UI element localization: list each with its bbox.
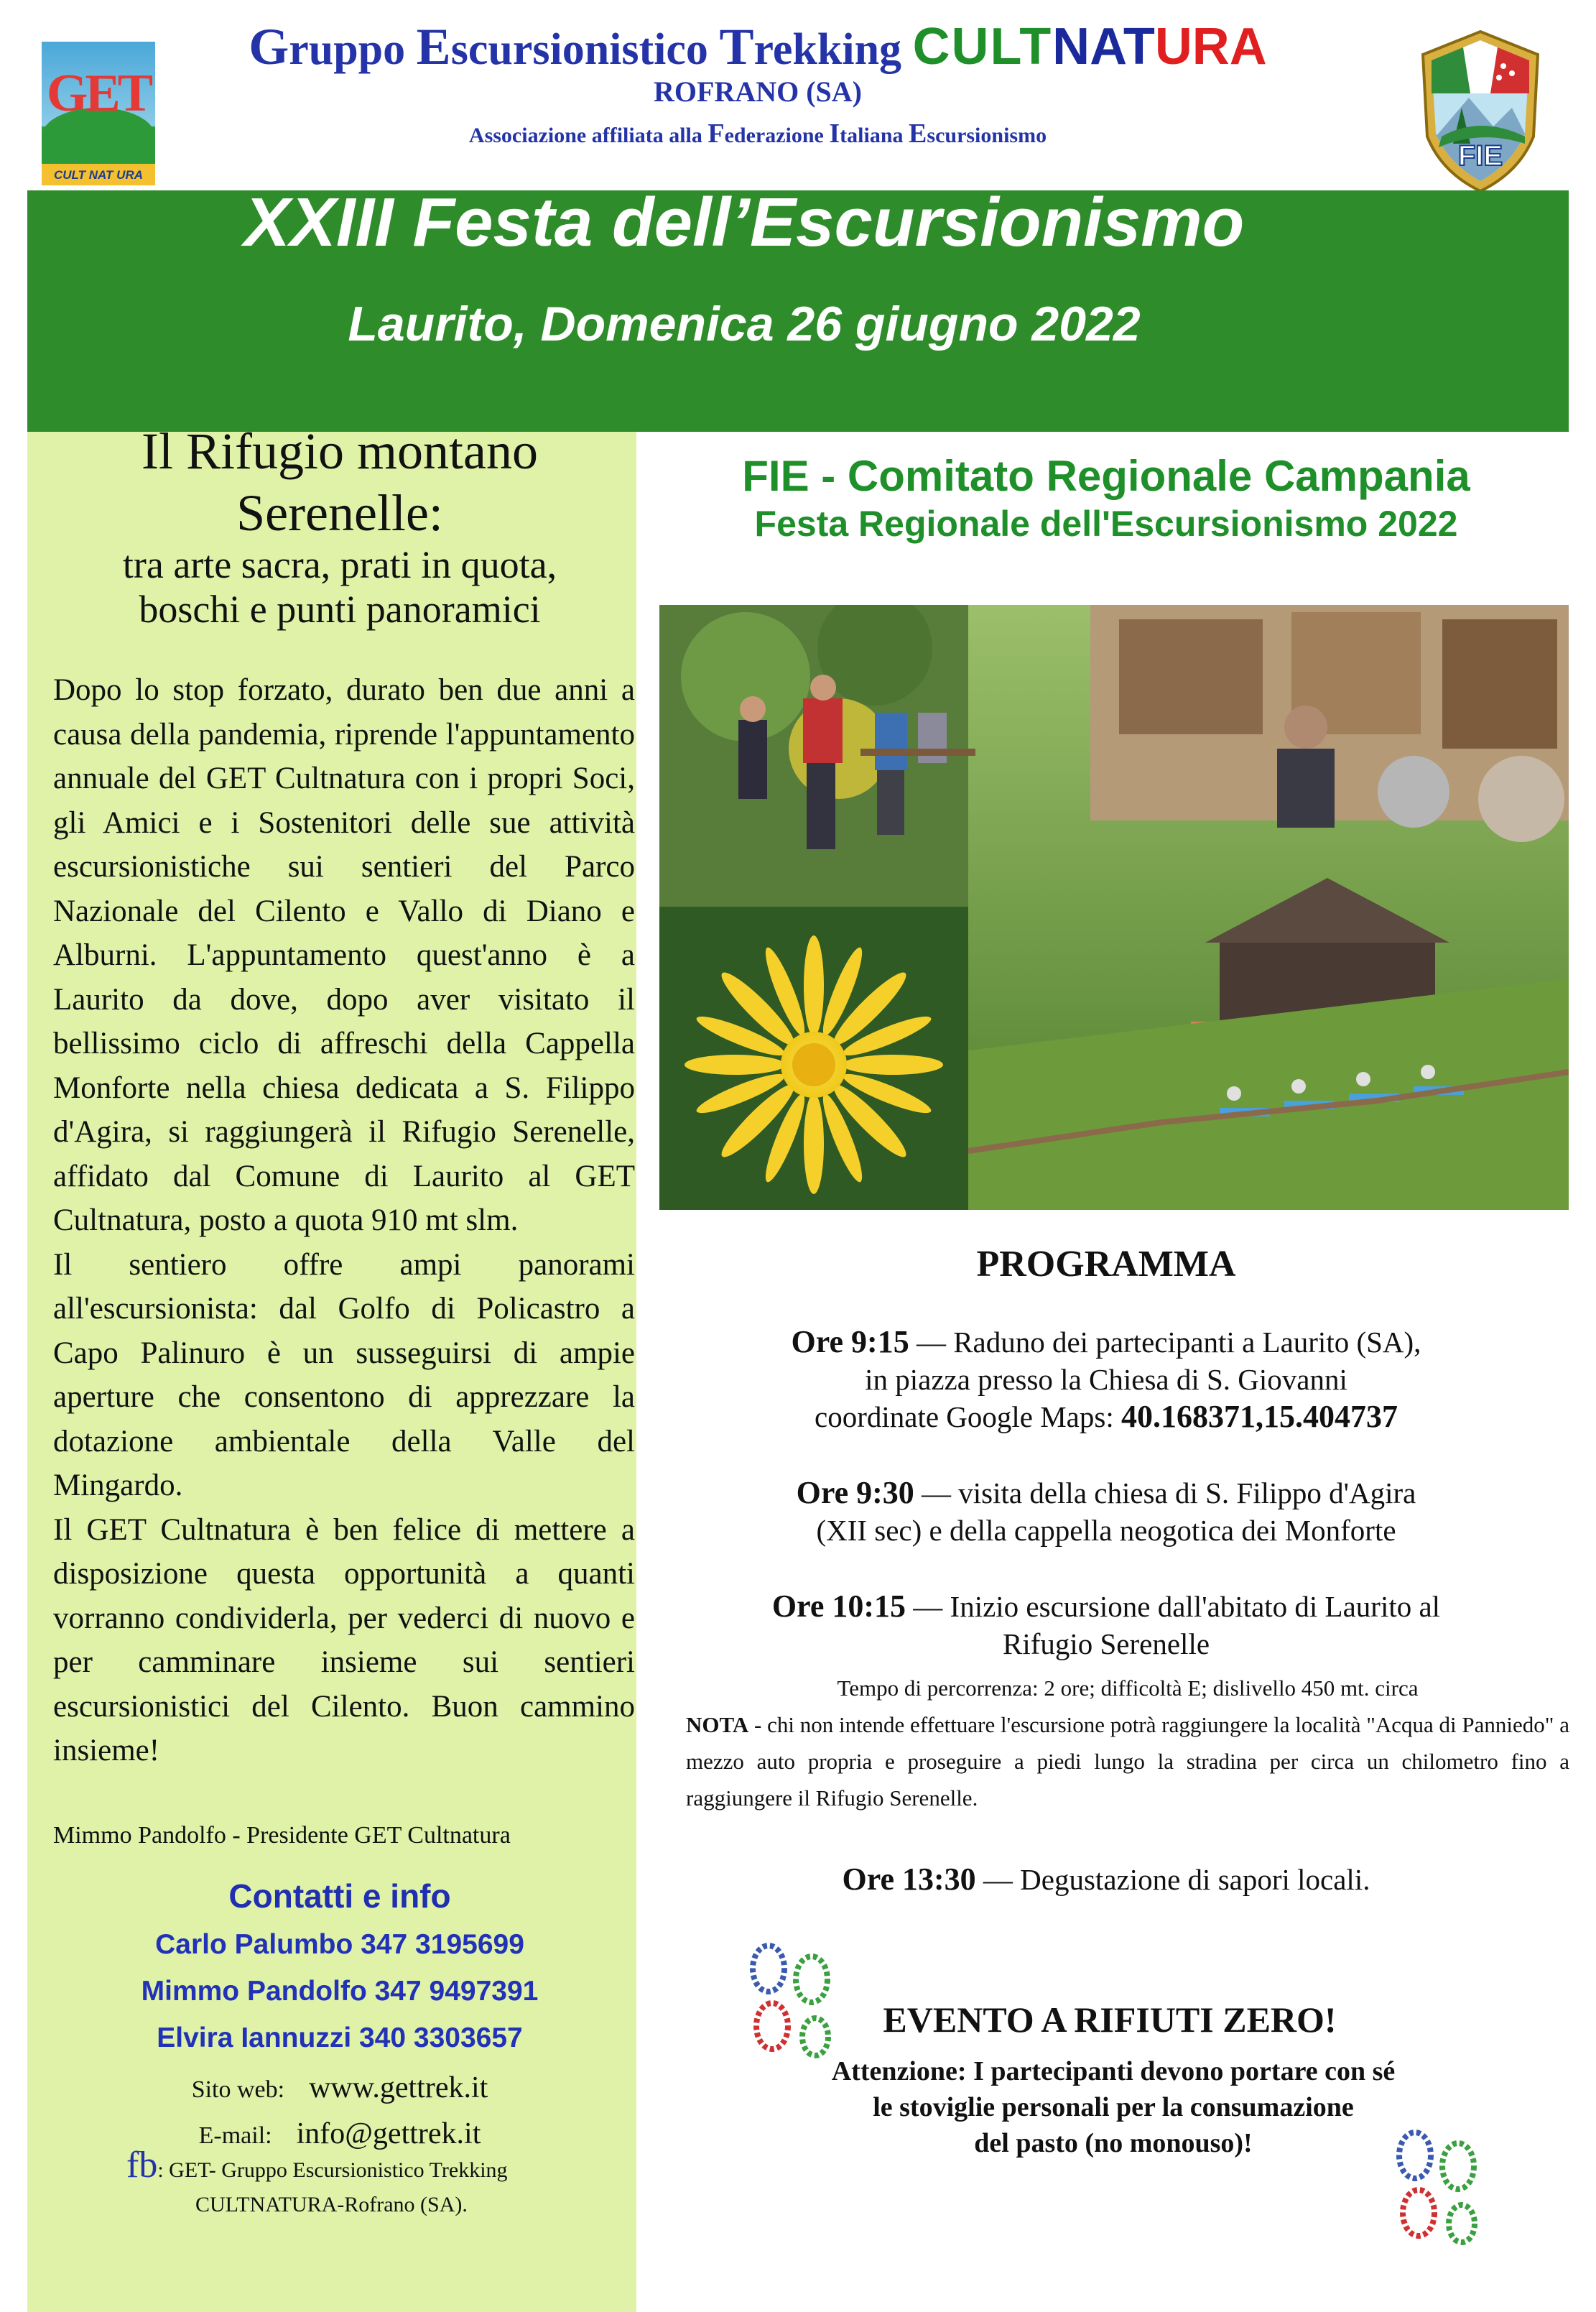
brand-cult: CULT [912,18,1053,75]
gps-coordinates: 40.168371,15.404737 [1121,1399,1398,1434]
website-line [27,2071,652,2105]
fie-logo [1419,29,1542,194]
fie-logo-text: FIE [1457,140,1503,172]
evento-title: EVENTO A RIFIUTI ZERO! [883,1999,1337,2040]
article-paragraph: Dopo lo stop forzato, durato ben due anni a causa della pandemia, riprende l'appuntamento annuale del GET Cultnatura con i propri Soci, gli Amici e i Sostenitori delle sue attività escursionistiche sui sentieri del Parco Nazionale del Cilento e Vallo di Diano e Alburni. L'appuntamento quest'anno è a Laurito da dove, dopo aver visitato il bellissimo ciclo di affreschi della Cappella Monforte nella chiesa dedicata a S. Filippo d'Agira, si raggiungerà il Rifugio Serenelle, affidato dal Comune di Laurito al GET Cultnatura, posto a quota 910 mt slm. [53,673,635,1237]
facebook-text-1: : GET- Gruppo Escursionistico Trekking [157,2158,508,2182]
programma-item-3-note: Tempo di percorrenza: 2 ore; difficoltà E; dislivello 450 mt. circa NOTA - chi non intende effettuare l'escursione potrà raggiungere la località "Acqua di Panniedo" a mezzo auto propria e proseguire a piedi lungo la stradina per circa un chilometro fino a raggiungere il Rifugio Serenelle. [686,1675,1569,1811]
email-label: E-mail: [198,2122,272,2149]
programma-time: Ore 9:30 [796,1475,914,1510]
programma-time: Ore 10:15 [771,1589,906,1624]
facebook-line [126,2145,658,2222]
article-paragraph: Il GET Cultnatura è ben felice di mettere a disposizione questa opportunità a quanti vorranno condividerla, per vederci di nuovo e per camminare insieme sui sentieri escursionistici del Cilento. Buon cammino insieme! [53,1512,635,1767]
article-body [53,668,635,1773]
programma-title: PROGRAMMA [976,1244,1236,1285]
get-logo-text: GET [46,64,151,123]
get-logo-sub: CULT NAT URA [53,168,143,182]
contact-person: Mimmo Pandolfo 347 9497391 [141,1976,539,2007]
programma-item-2: Ore 9:30 — visita della chiesa di S. Filippo d'Agira (XII sec) e della cappella neogotica dei Monforte [796,1475,1416,1547]
event-date: Laurito, Domenica 26 giugno 2022 [348,297,1141,351]
evento-text: Attenzione: I partecipanti devono portare con sé le stoviglie personali per la consumazione del pasto (no monouso)! [831,2056,1396,2158]
photo-yellow-flower [685,935,943,1194]
brand-nat: NAT [1052,18,1155,75]
website-link[interactable]: www.gettrek.it [309,2071,488,2104]
contact-person: Elvira Iannuzzi 340 3303657 [157,2022,523,2053]
email-line [27,2117,652,2151]
contact-person: Carlo Palumbo 347 3195699 [155,1929,524,1960]
programma-item-1: Ore 9:15 — Raduno dei partecipanti a Laurito (SA), in piazza presso la Chiesa di S. Giovanni coordinate Google Maps: 40.168371,15.404737 [791,1324,1421,1434]
rifugio-title: Il Rifugio montano Serenelle: [141,422,538,542]
facebook-text-2: CULTNATURA-Rofrano (SA). [195,2193,468,2216]
brand-ura: URA [1154,18,1267,75]
contacts-title: Contatti e info [228,1877,451,1915]
programma-time: Ore 13:30 [842,1862,976,1897]
programma-time: Ore 9:15 [791,1324,909,1359]
website-label: Sito web: [191,2076,285,2103]
email-link[interactable]: info@gettrek.it [296,2117,481,2150]
header-affiliation: Associazione affiliata alla Federazione Italiana Escursionismo [468,119,1047,149]
programma-item-4: Ore 13:30 — Degustazione di sapori locali. [842,1862,1370,1897]
event-title: XXIII Festa dell’Escursionismo [243,184,1245,261]
header-subtitle: ROFRANO (SA) [654,75,862,108]
rifugio-subtitle: tra arte sacra, prati in quota, boschi e punti panoramici [122,543,557,631]
facebook-icon: fb [126,2145,158,2186]
programma-item-3: Ore 10:15 — Inizio escursione dall'abitato di Laurito al Rifugio Serenelle [771,1589,1441,1660]
footprints-icon [1386,2127,1494,2249]
signature: Mimmo Pandolfo - Presidente GET Cultnatura [53,1822,511,1849]
get-logo [42,42,155,185]
article-paragraph: Il sentiero offre ampi panorami all'escursionista: dal Golfo di Policastro a Capo Palinuro è un susseguirsi di ampie aperture che consentono di apprezzare la dotazione ambientale della Valle del Mingardo. [53,1247,635,1502]
fie-comitato-heading: FIE - Comitato Regionale Campania [742,452,1470,500]
photo-collage [659,605,1569,1210]
fie-festa-heading: Festa Regionale dell'Escursionismo 2022 [754,504,1458,544]
header-title: Gruppo Escursionistico Trekking CULTNATURA [249,18,1267,75]
